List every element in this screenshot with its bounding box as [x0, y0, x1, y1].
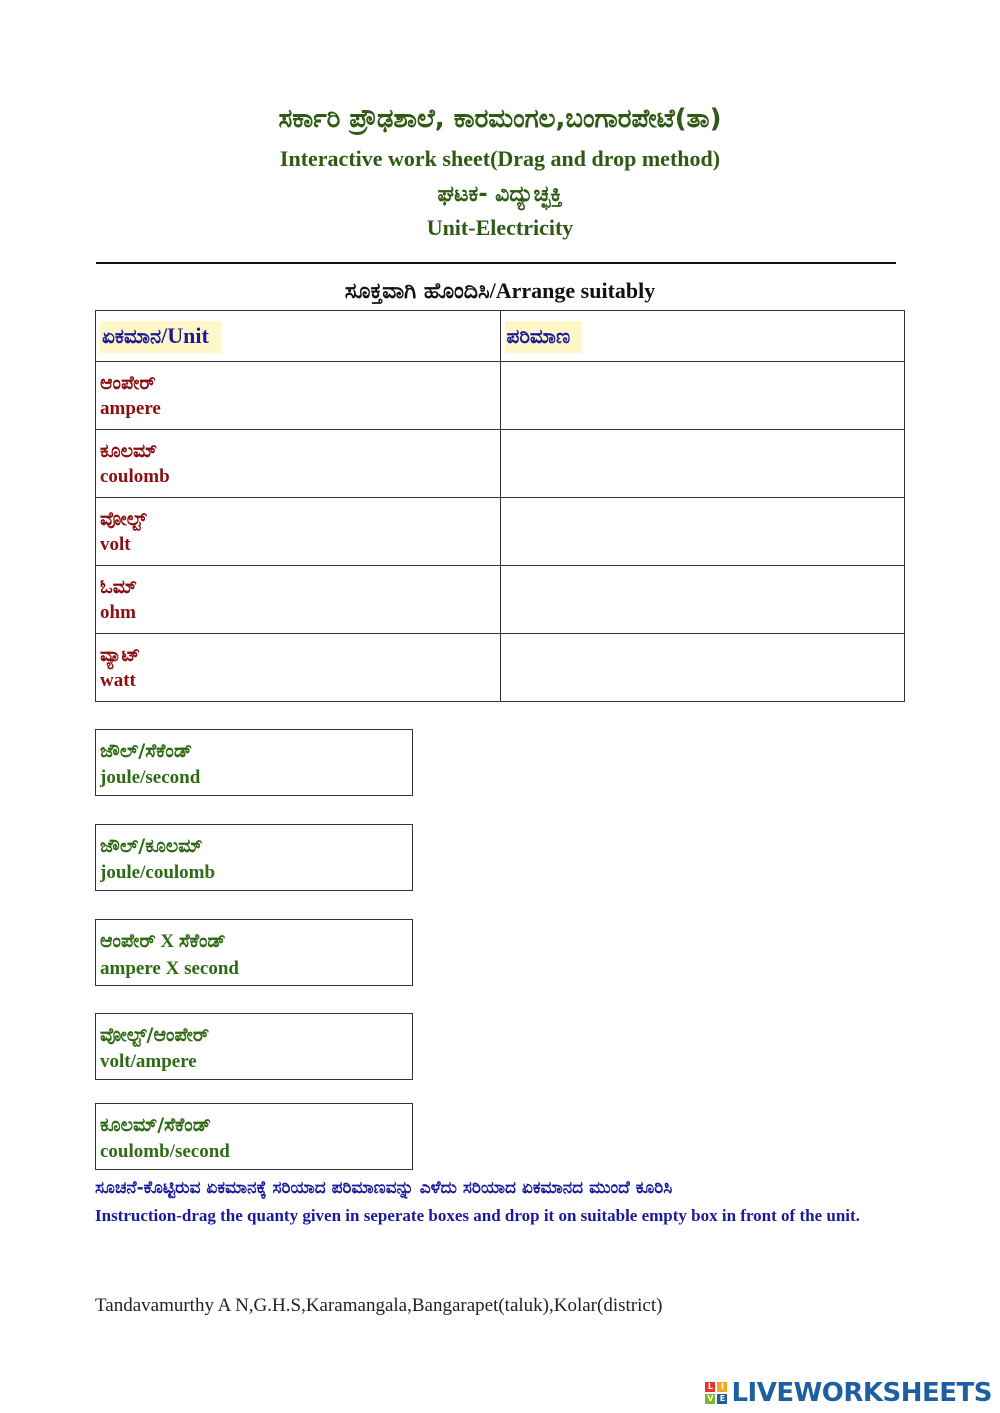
unit-english: volt — [100, 534, 131, 555]
table-row — [96, 430, 905, 498]
drag-box-kannada: ಜೌಲ್/ಕೂಲಮ್ — [100, 835, 203, 857]
table-row — [96, 634, 905, 702]
multiply-sign: X — [155, 931, 179, 952]
unit-english: watt — [100, 670, 136, 691]
unit-header-english: /Unit — [161, 323, 209, 348]
drop-zone-coulomb[interactable] — [500, 430, 905, 498]
unit-kannada: ಕೂಲಮ್ — [100, 440, 158, 462]
instruction-english: Instruction-drag the quanty given in seperate boxes and drop it on suitable empty box in front of the unit. — [95, 1206, 860, 1225]
author-credit: Tandavamurthy A N,G.H.S,Karamangala,Bangarapet(taluk),Kolar(district) — [95, 1295, 663, 1316]
arrange-heading — [0, 278, 1000, 304]
unit-cell-volt — [96, 498, 501, 566]
liveworksheets-logo-text: LIVEWORKSHEETS — [731, 1378, 992, 1408]
unit-cell-coulomb — [96, 430, 501, 498]
drag-box-english: coulomb/second — [100, 1141, 230, 1162]
divider-line — [96, 262, 896, 264]
unit-kannada: ವೋಲ್ಟ್ — [100, 508, 147, 530]
drag-box-joule-second[interactable] — [95, 729, 413, 796]
drag-box-volt-ampere[interactable] — [95, 1013, 413, 1080]
unit-title-kannada: ಘಟಕ- ವಿದ್ಯುಚ್ಛಕ್ತಿ — [437, 182, 563, 207]
drag-box-kannada: ವೋಲ್ಟ್/ಆಂಪೇರ್ — [100, 1024, 210, 1046]
drop-zone-ohm[interactable] — [500, 566, 905, 634]
drag-box-kannada-part: ಸೆಕೆಂಡ್ — [178, 930, 226, 952]
table-row — [96, 498, 905, 566]
unit-title-english: Unit-Electricity — [426, 215, 574, 240]
logo-square-icon: I — [717, 1382, 727, 1392]
drag-box-kannada — [100, 930, 412, 953]
unit-kannada: ಓಮ್ — [100, 576, 137, 598]
liveworksheets-logo — [705, 1378, 992, 1408]
unit-cell-watt — [96, 634, 501, 702]
drag-box-english: joule/second — [100, 767, 201, 788]
unit-matching-table — [95, 310, 905, 702]
table-row — [96, 362, 905, 430]
instruction-kannada: ಸೂಚನೆ-ಕೊಟ್ಟಿರುವ ಏಕಮಾನಕ್ಕೆ ಸರಿಯಾದ ಪರಿಮಾಣವನ್ನು ಎಳೆದು ಸರಿಯಾದ ಏಕಮಾನದ ಮುಂದೆ ಕೂರಿಸಿ — [95, 1178, 673, 1198]
drop-zone-volt[interactable] — [500, 498, 905, 566]
unit-cell-ohm — [96, 566, 501, 634]
drag-box-kannada: ಜೌಲ್/ಸೆಕೆಂಡ್ — [100, 740, 193, 762]
quantity-column-header — [500, 311, 905, 362]
logo-square-icon: L — [705, 1382, 715, 1392]
drop-zone-watt[interactable] — [500, 634, 905, 702]
table-header-row — [96, 311, 905, 362]
unit-header-kannada: ಏಕಮಾನ — [102, 324, 162, 348]
liveworksheets-icon — [705, 1382, 727, 1404]
drag-box-kannada-part: ಆಂಪೇರ್ — [100, 930, 156, 952]
drag-box-kannada: ಕೂಲಮ್/ಸೆಕೆಂಡ್ — [100, 1114, 211, 1136]
logo-square-icon: V — [707, 1394, 714, 1403]
drag-box-english: ampere X second — [100, 958, 239, 979]
drag-box-english: joule/coulomb — [100, 862, 216, 883]
table-row — [96, 566, 905, 634]
unit-kannada: ಆಂಪೇರ್ — [100, 372, 156, 394]
logo-square-icon: E — [717, 1394, 727, 1404]
worksheet-subtitle: Interactive work sheet(Drag and drop method) — [279, 146, 721, 171]
unit-kannada: ವ್ಯಾಟ್ — [100, 644, 141, 666]
drag-box-ampere-x-second[interactable] — [95, 919, 413, 986]
unit-cell-ampere — [96, 362, 501, 430]
drag-box-joule-coulomb[interactable] — [95, 824, 413, 891]
school-title: ಸರ್ಕಾರಿ ಪ್ರೌಢಶಾಲೆ, ಕಾರಮಂಗಲ,ಬಂಗಾರಪೇಟೆ(ತಾ) — [278, 104, 722, 134]
unit-english: ohm — [100, 602, 136, 623]
drag-box-english: volt/ampere — [100, 1051, 197, 1072]
quantity-header-kannada: ಪರಿಮಾಣ — [506, 324, 571, 348]
unit-column-header — [96, 311, 501, 362]
unit-english: coulomb — [100, 466, 170, 487]
unit-english: ampere — [100, 398, 161, 419]
arrange-heading-kannada: ಸೂಕ್ತವಾಗಿ ಹೊಂದಿಸಿ — [344, 279, 490, 304]
drop-zone-ampere[interactable] — [500, 362, 905, 430]
drag-box-coulomb-second[interactable] — [95, 1103, 413, 1170]
arrange-heading-english: /Arrange suitably — [489, 278, 656, 303]
